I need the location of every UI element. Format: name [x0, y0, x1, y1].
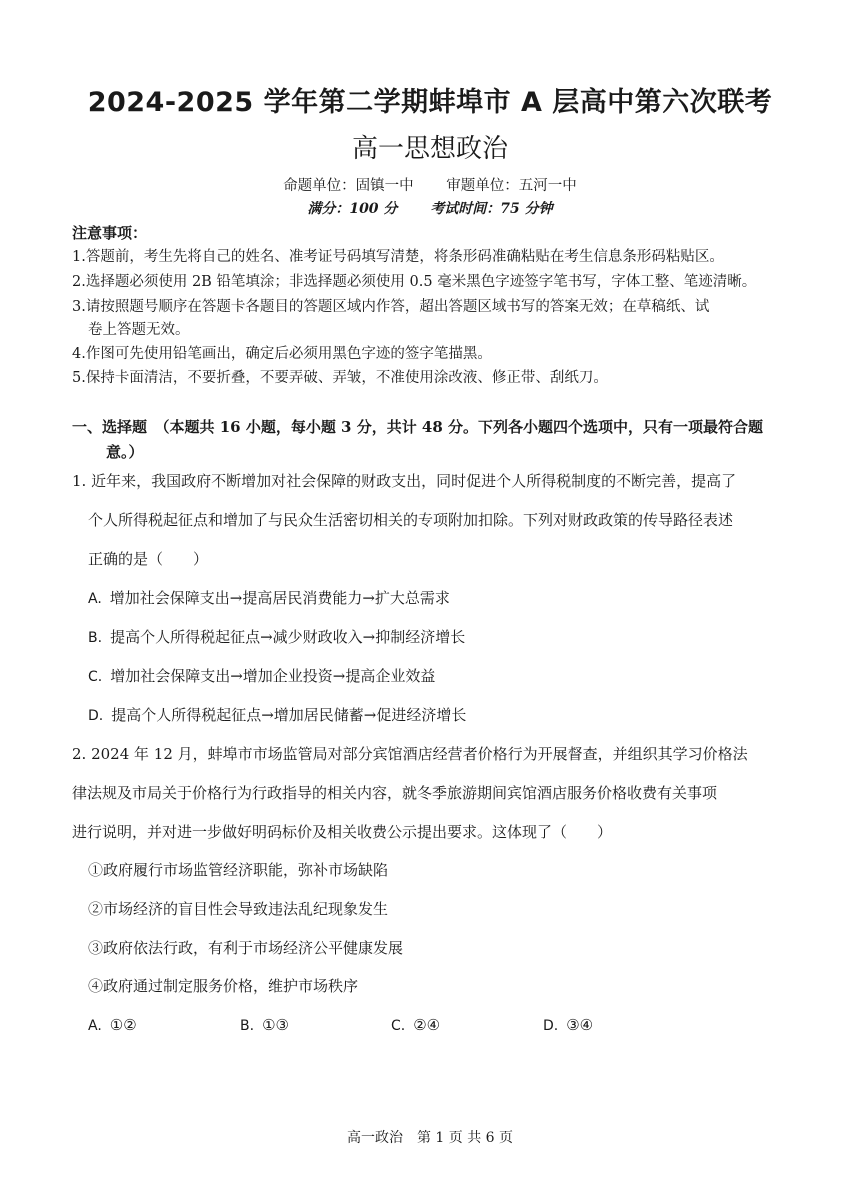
q2-statement-3: ③政府依法行政，有利于市场经济公平健康发展: [88, 939, 404, 957]
option-label: D.: [543, 1018, 559, 1034]
option-text: ①②: [109, 1016, 137, 1034]
q1-stem-line2: 个人所得税起征点和增加了与民众生活密切相关的专项附加扣除。下列对财政政策的传导路径表述: [88, 511, 734, 529]
option-label: C.: [391, 1018, 406, 1034]
exam-time: 考试时间：75 分钟: [430, 201, 553, 217]
notice-item-3-cont: 卷上答题无效。: [88, 322, 190, 338]
q2-option-d[interactable]: [543, 1014, 593, 1037]
q2-stem-line1: 2. 2024 年 12 月，蚌埠市市场监管局对部分宾馆酒店经营者价格行为开展督查，并组织其学习价格法: [72, 745, 748, 763]
option-label: A.: [88, 1018, 102, 1034]
exam-units: [0, 174, 860, 195]
q1-option-c[interactable]: [88, 665, 435, 688]
option-text: ③④: [566, 1016, 594, 1034]
notice-item-1: 1.答题前，考生先将自己的姓名、准考证号码填写清楚，将条形码准确粘贴在考生信息条形码粘贴区。: [72, 249, 724, 265]
q2-option-c[interactable]: [391, 1014, 440, 1037]
q1-option-d[interactable]: [88, 704, 466, 727]
notice-item-5: 5.保持卡面清洁，不要折叠，不要弄破、弄皱，不准使用涂改液、修正带、刮纸刀。: [72, 370, 608, 386]
q1-option-a[interactable]: [88, 587, 450, 610]
q2-stem-line2: 律法规及市局关于价格行为行政指导的相关内容，就冬季旅游期间宾馆酒店服务价格收费有关事项: [72, 784, 718, 802]
q2-statement-1: ①政府履行市场监管经济职能，弥补市场缺陷: [88, 861, 389, 879]
q2-option-b[interactable]: [240, 1014, 289, 1037]
exam-title: 2024-2025 学年第二学期蚌埠市 A 层高中第六次联考: [87, 87, 773, 118]
section-heading: [72, 415, 797, 465]
option-text: 提高个人所得税起征点→减少财政收入→抑制经济增长: [110, 628, 466, 646]
notice-title: 注意事项：: [72, 224, 148, 242]
notice-item-2: 2.选择题必须使用 2B 铅笔填涂；非选择题必须使用 0.5 毫米黑色字迹签字笔书写，字体工整、笔迹清晰。: [72, 274, 757, 290]
proposer-unit: 命题单位：固镇一中: [283, 178, 414, 194]
q2-statement-2: ②市场经济的盲目性会导致违法乱纪现象发生: [88, 900, 389, 918]
q1-stem-line3: 正确的是（ ）: [88, 550, 209, 568]
exam-meta: [0, 198, 860, 218]
exam-subtitle: 高一思想政治: [351, 134, 508, 164]
option-text: 增加社会保障支出→提高居民消费能力→扩大总需求: [109, 589, 450, 607]
option-text: 增加社会保障支出→增加企业投资→提高企业效益: [110, 667, 436, 685]
section-heading-line2: 意。）: [106, 443, 144, 461]
notice-item-3: 3.请按照题号顺序在答题卡各题目的答题区域内作答，超出答题区域书写的答案无效；在草稿纸、试: [72, 299, 710, 315]
option-label: A.: [88, 591, 102, 607]
option-label: D.: [88, 708, 104, 724]
page-footer: 高一政治 第 1 页 共 6 页: [346, 1130, 514, 1146]
option-text: ②④: [413, 1016, 441, 1034]
q1-option-b[interactable]: [88, 626, 465, 649]
notice-item-4: 4.作图可先使用铅笔画出，确定后必须用黑色字迹的签字笔描黑。: [72, 346, 492, 362]
option-label: B.: [240, 1018, 255, 1034]
option-label: B.: [88, 630, 103, 646]
reviewer-unit: 审题单位：五河一中: [446, 178, 577, 194]
q2-stem-line3: 进行说明，并对进一步做好明码标价及相关收费公示提出要求。这体现了（ ）: [72, 823, 613, 841]
section-heading-line1: 一、选择题 （本题共 16 小题，每小题 3 分，共计 48 分。下列各小题四个选项中，只有一项最符合题: [72, 418, 764, 436]
q2-statement-4: ④政府通过制定服务价格，维护市场秩序: [88, 977, 359, 995]
option-label: C.: [88, 669, 103, 685]
q2-option-a[interactable]: [88, 1014, 137, 1037]
full-score: 满分：100 分: [307, 201, 398, 217]
q1-stem-line1: 1. 近年来，我国政府不断增加对社会保障的财政支出，同时促进个人所得税制度的不断完善，提高了: [72, 472, 737, 490]
option-text: ①③: [262, 1016, 289, 1034]
option-text: 提高个人所得税起征点→增加居民储蓄→促进经济增长: [111, 706, 467, 724]
